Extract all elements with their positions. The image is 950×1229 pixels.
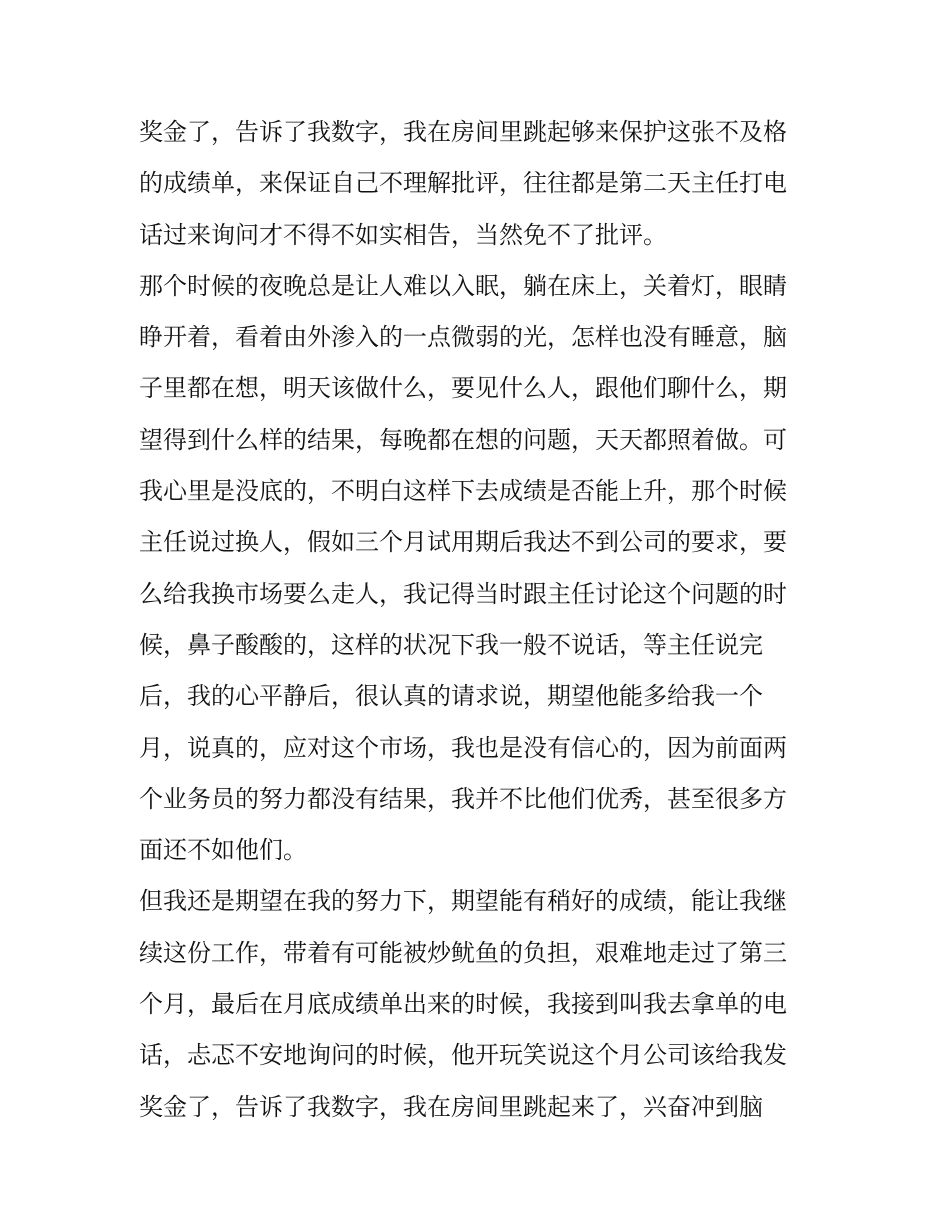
text-line: 的成绩单，来保证自己不理解批评，往往都是第二天主任打电 <box>139 169 787 198</box>
text-line: 望得到什么样的结果，每晚都在想的问题，天天都照着做。可 <box>139 425 787 454</box>
text-line: 主任说过换人，假如三个月试用期后我达不到公司的要求，要 <box>139 528 787 557</box>
text-line: 奖金了，告诉了我数字，我在房间里跳起够来保护这张不及格 <box>139 118 787 146</box>
text-line: 个业务员的努力都没有结果，我并不比他们优秀，甚至很多方 <box>139 784 787 813</box>
text-line: 那个时候的夜晚总是让人难以入眠，躺在床上，关着灯，眼睛 <box>139 271 787 300</box>
text-line: 我心里是没底的，不明白这样下去成绩是否能上升，那个时候 <box>139 477 787 506</box>
text-line: 月，说真的，应对这个市场，我也是没有信心的，因为前面两 <box>139 733 787 762</box>
body-text <box>139 107 815 1133</box>
text-line: 续这份工作，带着有可能被炒鱿鱼的负担，艰难地走过了第三 <box>139 938 787 967</box>
text-line: 话，忐忑不安地询问的时候，他开玩笑说这个月公司该给我发 <box>139 1041 787 1070</box>
text-line: 但我还是期望在我的努力下，期望能有稍好的成绩，能让我继 <box>139 887 787 916</box>
text-line: 个月，最后在月底成绩单出来的时候，我接到叫我去拿单的电 <box>139 990 787 1019</box>
text-line: 后，我的心平静后，很认真的请求说，期望他能多给我一个 <box>139 682 763 711</box>
text-line: 么给我换市场要么走人，我记得当时跟主任讨论这个问题的时 <box>139 579 787 608</box>
text-line: 话过来询问才不得不如实相告，当然免不了批评。 <box>139 220 667 249</box>
text-line: 奖金了，告诉了我数字，我在房间里跳起来了，兴奋冲到脑 <box>139 1092 763 1121</box>
text-line: 子里都在想，明天该做什么，要见什么人，跟他们聊什么，期 <box>139 374 787 403</box>
text-line: 面还不如他们。 <box>139 836 307 865</box>
text-line: 睁开着，看着由外渗入的一点微弱的光，怎样也没有睡意，脑 <box>139 323 787 352</box>
text-line: 候，鼻子酸酸的，这样的状况下我一般不说话，等主任说完 <box>139 630 763 659</box>
